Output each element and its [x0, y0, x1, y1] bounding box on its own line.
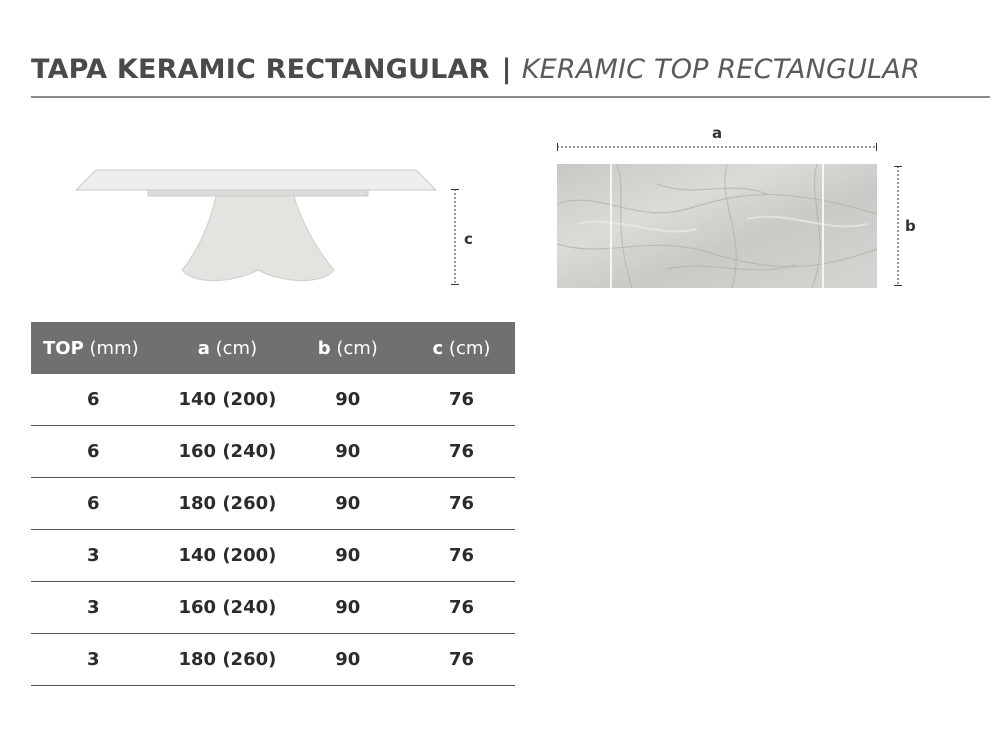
table-header-row — [31, 322, 515, 374]
cell-b: 90 — [288, 374, 408, 426]
cell-a: 160 (240) — [167, 426, 287, 478]
title-separator: | — [501, 54, 512, 85]
cell-c: 76 — [408, 478, 515, 530]
table-top-slab — [76, 170, 436, 190]
cell-c: 76 — [408, 634, 515, 686]
table-row — [31, 634, 515, 686]
dimension-b-label: b — [905, 217, 916, 235]
cell-a: 180 (260) — [167, 478, 287, 530]
header-c: c (cm) — [408, 322, 515, 374]
dimension-b-line — [893, 166, 903, 286]
cell-b: 90 — [288, 478, 408, 530]
cell-a: 160 (240) — [167, 582, 287, 634]
cell-top: 6 — [31, 374, 167, 426]
cell-c: 76 — [408, 582, 515, 634]
title-english: KERAMIC TOP RECTANGULAR — [521, 54, 920, 85]
cell-a: 180 (260) — [167, 634, 287, 686]
title-divider — [31, 96, 990, 98]
dimension-c-line — [450, 189, 460, 285]
table-row — [31, 582, 515, 634]
header-a: a (cm) — [167, 322, 287, 374]
header-b: b (cm) — [288, 322, 408, 374]
table-row — [31, 478, 515, 530]
page-title — [31, 52, 920, 88]
table-pedestal-base — [182, 196, 334, 281]
cell-b: 90 — [288, 634, 408, 686]
table-side-view-illustration — [76, 170, 436, 280]
cell-a: 140 (200) — [167, 374, 287, 426]
cell-top: 6 — [31, 478, 167, 530]
cell-top: 3 — [31, 530, 167, 582]
cell-c: 76 — [408, 426, 515, 478]
ceramic-top-plan-view — [557, 164, 877, 288]
title-spanish: TAPA KERAMIC RECTANGULAR — [31, 54, 490, 85]
cell-c: 76 — [408, 530, 515, 582]
header-top: TOP (mm) — [31, 322, 167, 374]
cell-b: 90 — [288, 426, 408, 478]
cell-a: 140 (200) — [167, 530, 287, 582]
cell-b: 90 — [288, 530, 408, 582]
table-row — [31, 426, 515, 478]
dimensions-table — [31, 322, 515, 686]
dimension-c-label: c — [464, 230, 473, 248]
table-row — [31, 530, 515, 582]
cell-c: 76 — [408, 374, 515, 426]
cell-b: 90 — [288, 582, 408, 634]
cell-top: 3 — [31, 582, 167, 634]
cell-top: 6 — [31, 426, 167, 478]
dimension-a-label: a — [712, 124, 723, 142]
table-top-edge — [148, 190, 368, 196]
dimension-a-line — [557, 142, 877, 152]
table-row — [31, 374, 515, 426]
cell-top: 3 — [31, 634, 167, 686]
